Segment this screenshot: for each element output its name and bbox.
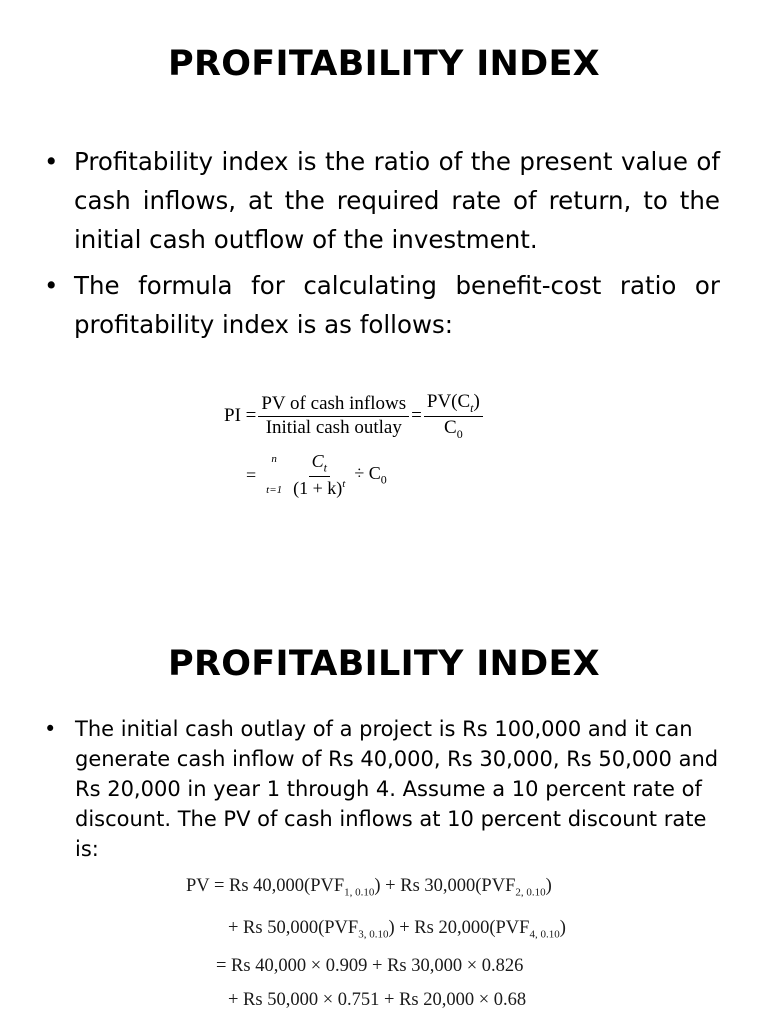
formula-equals: = xyxy=(411,405,422,427)
slide-title: PROFITABILITY INDEX xyxy=(168,644,600,684)
pv-text: PV = Rs 40,000(PVF xyxy=(186,876,345,896)
pv-line-4: + Rs 50,000 × 0.751 + Rs 20,000 × 0.68 xyxy=(228,990,527,1010)
summation xyxy=(266,454,282,496)
slide-2 xyxy=(0,600,768,1024)
paren: ) xyxy=(473,391,480,412)
sum-upper-limit: n xyxy=(271,453,277,466)
pv-text: ) xyxy=(559,918,566,938)
superscript: t xyxy=(342,477,346,490)
fraction-denominator: Initial cash outlay xyxy=(265,416,402,438)
subscript: t xyxy=(470,400,474,415)
fraction xyxy=(290,452,348,499)
pv-line-3: = Rs 40,000 × 0.909 + Rs 30,000 × 0.826 xyxy=(216,956,524,976)
pv-text: ) + Rs 30,000(PVF xyxy=(374,876,516,896)
subscript: 1, 0.10 xyxy=(344,886,375,899)
subscript: t xyxy=(323,460,327,475)
subscript: 2, 0.10 xyxy=(515,886,546,899)
pv-text: + Rs 50,000(PVF xyxy=(228,918,359,938)
sum-lower-limit: t=1 xyxy=(266,484,283,497)
c-text: C xyxy=(444,416,457,438)
pv-line-1 xyxy=(186,876,552,899)
subscript: 0 xyxy=(380,472,387,487)
fraction-denominator xyxy=(441,417,466,441)
fraction-numerator: PV of cash inflows xyxy=(258,394,409,417)
pv-text: ) xyxy=(545,876,552,896)
subscript: 3, 0.10 xyxy=(358,928,389,941)
subscript: 4, 0.10 xyxy=(529,928,560,941)
pv-text: PV(C xyxy=(426,391,471,412)
bullet-item: • The initial cash outlay of a project is Rs 100,000 and it can generate cash inflow of Rs 40,000, Rs 30,000, Rs 50,000 and Rs 20,000 in year 1 through 4. Assume a 10 percent rate of discount. The PV of cash inflows at 10 percent discount rate is: xyxy=(44,714,720,864)
divide-text: ÷ C xyxy=(354,462,381,483)
denominator-text: (1 + k) xyxy=(293,477,343,498)
pv-line-2 xyxy=(228,918,566,941)
pv-text: ) + Rs 20,000(PVF xyxy=(388,918,530,938)
fraction xyxy=(258,394,409,439)
formula-lhs: PI = xyxy=(224,405,257,427)
c-text: C xyxy=(311,451,324,471)
divide-term xyxy=(354,463,386,488)
subscript: 0 xyxy=(456,426,463,441)
bullet-item: • Profitability index is the ratio of the present value of cash inflows, at the required rate of return, to the initial cash outflow of the investment. xyxy=(44,142,720,259)
slide-title: PROFITABILITY INDEX xyxy=(168,44,600,84)
fraction-denominator xyxy=(290,477,348,499)
formula-equals: = xyxy=(246,464,257,485)
fraction-numerator xyxy=(424,392,483,417)
fraction xyxy=(424,392,483,441)
bullet-list xyxy=(44,714,720,864)
fraction-numerator xyxy=(309,452,330,477)
bullet-item: • The formula for calculating benefit-cost ratio or profitability index is as follows: xyxy=(44,266,720,344)
